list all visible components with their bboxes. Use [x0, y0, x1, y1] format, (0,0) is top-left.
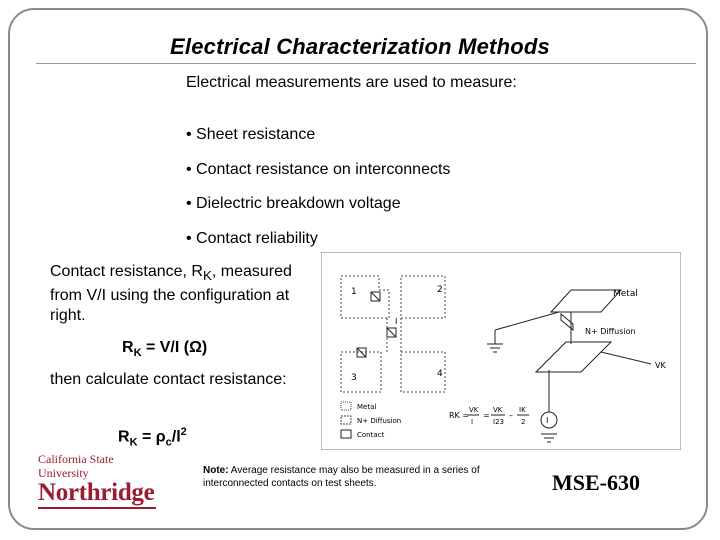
- formula-frac3-den: 2: [521, 418, 526, 426]
- formula-eq: =: [483, 411, 490, 420]
- note-label: Note:: [203, 465, 229, 476]
- eq2-subscript-c: c: [165, 436, 172, 449]
- equation-rk-rho: [118, 426, 187, 449]
- formula-frac3-num: IK: [519, 406, 526, 414]
- list-item: • Contact reliability: [186, 229, 318, 247]
- formula-frac2-num: VK: [493, 406, 503, 414]
- list-item: • Contact resistance on interconnects: [186, 160, 451, 178]
- eq2-subscript-k: K: [129, 436, 138, 449]
- pad-label: 2: [437, 285, 443, 295]
- eq1-subscript: K: [133, 347, 142, 360]
- formula-minus: –: [509, 411, 513, 420]
- title-divider: [36, 63, 696, 64]
- eq1-rest: = V/I (Ω): [141, 339, 208, 356]
- formula-lhs: RK =: [449, 411, 470, 420]
- pad-label: 1: [351, 287, 357, 297]
- voltage-label: VK: [655, 361, 666, 370]
- logo-line-2: Northridge: [38, 479, 155, 506]
- current-label: I: [395, 317, 398, 326]
- pad-label: 4: [437, 369, 443, 379]
- metal-label: Metal: [613, 289, 638, 299]
- eq2-superscript: 2: [180, 426, 187, 438]
- slide-title: Electrical Characterization Methods: [170, 34, 550, 59]
- logo-line-1: California State University: [38, 452, 114, 480]
- eq2-mid: = ρ: [137, 428, 166, 446]
- contact-resistance-paragraph: [50, 262, 310, 326]
- legend-contact: Contact: [357, 431, 385, 439]
- contact-resistance-diagram: [321, 252, 681, 450]
- formula-frac1-den: I: [471, 418, 474, 426]
- calculate-paragraph: then calculate contact resistance:: [50, 371, 287, 388]
- formula-frac1-num: VK: [469, 406, 479, 414]
- equation-rk-vi: [122, 339, 207, 359]
- university-logo: [38, 452, 158, 509]
- eq2-slash: /l: [171, 428, 181, 446]
- para1-pre: Contact resistance, R: [50, 263, 203, 280]
- legend-metal: Metal: [357, 403, 377, 411]
- measurement-list: [186, 124, 450, 262]
- eq1-symbol: R: [122, 339, 134, 356]
- ammeter-label: I: [546, 416, 549, 425]
- course-code: MSE-630: [552, 470, 640, 495]
- note-text: Average resistance may also be measured in a series of interconnected contacts on test sheets.: [203, 465, 480, 489]
- para1-post: , measured from V/I using the configuration at right.: [50, 263, 292, 325]
- formula-frac2-den: I23: [493, 418, 504, 426]
- average-note: [203, 464, 533, 490]
- intro-text: Electrical measurements are used to measure:: [186, 74, 517, 91]
- logo-underline: [38, 507, 156, 509]
- list-item: • Dielectric breakdown voltage: [186, 195, 401, 212]
- diffusion-label: N+ Diffusion: [585, 327, 636, 336]
- legend-diffusion: N+ Diffusion: [357, 417, 402, 425]
- eq2-symbol: R: [118, 428, 130, 446]
- pad-label: 3: [351, 373, 357, 383]
- list-item: • Sheet resistance: [186, 126, 316, 143]
- para1-subscript: K: [202, 268, 212, 284]
